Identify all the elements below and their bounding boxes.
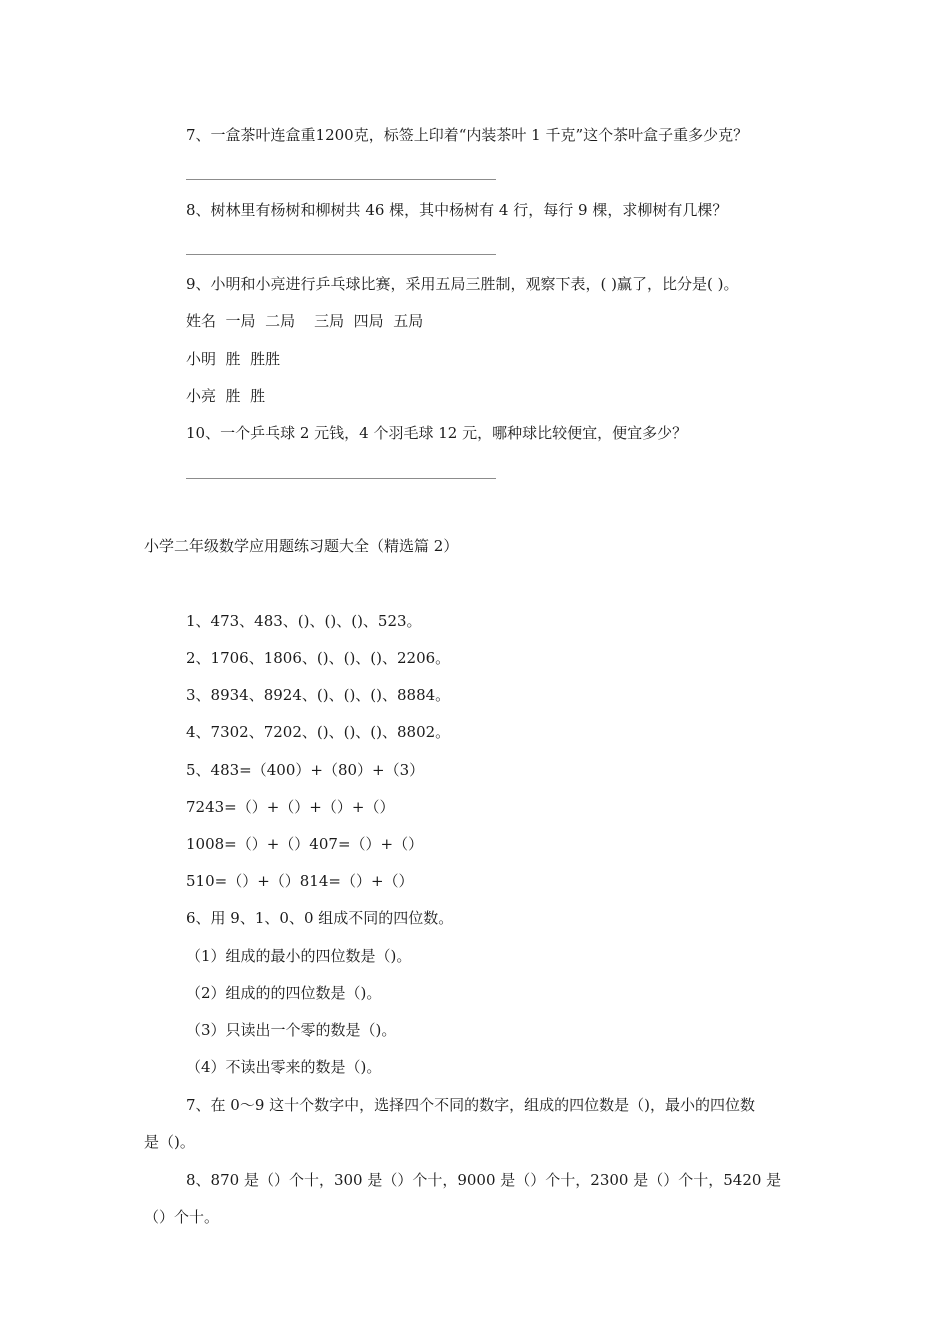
list-item: 5、483=（400）+（80）+（3）: [186, 761, 425, 779]
section-title: 小学二年级数学应用题练习题大全（精选篇 2）: [144, 537, 459, 555]
score-table-header: 姓名 一局 二局 三局 四局 五局: [186, 312, 424, 330]
question-10: 10、一个乒乓球 2 元钱，4 个羽毛球 12 元，哪种球比较便宜，便宜多少？: [186, 424, 688, 442]
list-item: 7243=（）+（）+（）+（）: [186, 798, 395, 816]
question-9: 9、小明和小亮进行乒乓球比赛，采用五局三胜制，观察下表，( )赢了，比分是( )。: [186, 275, 739, 293]
question-7: 7、一盒茶叶连盒重1200克，标签上印着“内装茶叶 1 千克”这个茶叶盒子重多少克？: [186, 126, 749, 144]
list-item: 3、8934、8924、()、()、()、8884。: [186, 686, 451, 704]
list-item: 1、473、483、()、()、()、523。: [186, 612, 422, 630]
list-item: 6、用 9、1、0、0 组成不同的四位数。: [186, 909, 454, 927]
answer-line-8: [186, 254, 496, 255]
list-item: 1008=（）+（）407=（）+（）: [186, 835, 424, 853]
answer-line-7: [186, 179, 496, 180]
score-row-xiaoliang: 小亮 胜 胜: [186, 387, 266, 405]
answer-line-10: [186, 478, 496, 479]
question-8: 8、树林里有杨树和柳树共 46 棵，其中杨树有 4 行，每行 9 棵，求柳树有几棵？: [186, 201, 728, 219]
list-item: （3）只读出一个零的数是（)。: [186, 1021, 397, 1039]
list-item: （1）组成的最小的四位数是（)。: [186, 947, 412, 965]
list-item: （4）不读出零来的数是（)。: [186, 1058, 382, 1076]
list-item: 2、1706、1806、()、()、()、2206。: [186, 649, 451, 667]
list-item: 8、870 是（）个十，300 是（）个十，9000 是（）个十，2300 是（）个十，5420 是: [186, 1171, 782, 1189]
list-item: 4、7302、7202、()、()、()、8802。: [186, 723, 451, 741]
list-item: 7、在 0～9 这十个数字中，选择四个不同的数字，组成的四位数是（)，最小的四位数: [186, 1096, 756, 1114]
list-item: （）个十。: [144, 1208, 220, 1226]
list-item: 510=（）+（）814=（）+（）: [186, 872, 414, 890]
list-item: 是（)。: [144, 1133, 195, 1151]
score-row-xiaoming: 小明 胜 胜胜: [186, 350, 281, 368]
list-item: （2）组成的的四位数是（)。: [186, 984, 382, 1002]
